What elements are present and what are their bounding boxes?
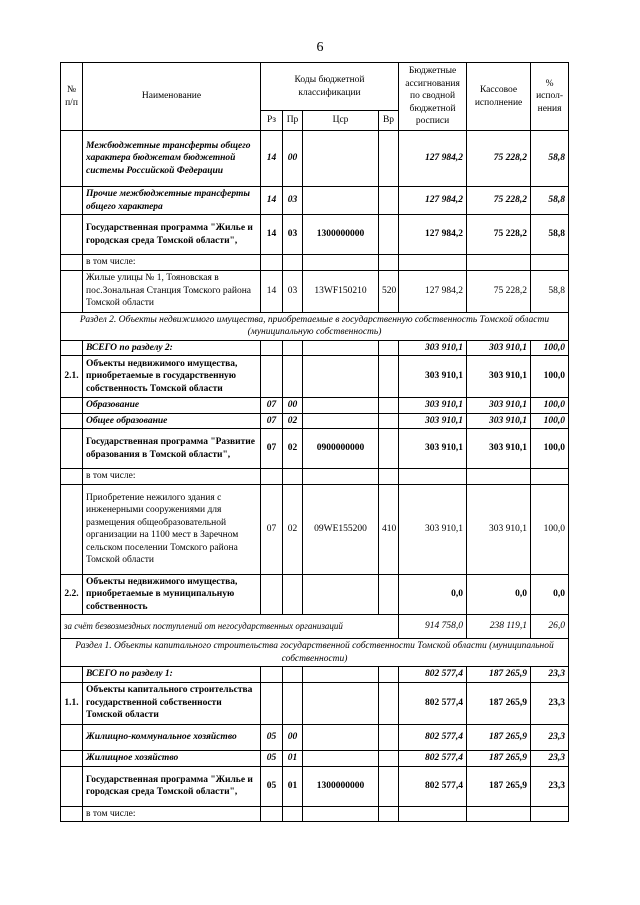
row-vr: 520 [379,270,399,312]
page-number: 6 [316,40,324,55]
row-percent: 23,3 [531,750,569,766]
row-percent: 100,0 [531,340,569,356]
row-vr: 410 [379,484,399,574]
table-row [61,667,569,683]
row-rz: 07 [261,398,283,414]
row-num: 2.2. [61,574,83,615]
table-row [61,766,569,806]
table-row [61,682,569,724]
section-row [61,639,569,667]
row-csr: 09WE155200 [303,484,379,574]
row-pr: 03 [283,215,303,255]
row-percent: 58,8 [531,270,569,312]
row-budget: 303 910,1 [399,398,467,414]
row-cash: 187 265,9 [467,724,531,750]
row-rz: 07 [261,413,283,429]
row-name: Объекты капитального строительства государственной собственности Томской области [83,682,261,724]
header-percent: % испол-нения [531,63,569,131]
row-budget: 802 577,4 [399,667,467,683]
row-name: Образование [83,398,261,414]
row-cash: 303 910,1 [467,398,531,414]
table-row [61,270,569,312]
row-num: 2.1. [61,356,83,398]
row-budget: 127 984,2 [399,215,467,255]
row-csr: 1300000000 [303,215,379,255]
row-percent: 100,0 [531,356,569,398]
row-budget: 303 910,1 [399,413,467,429]
row-pr: 02 [283,484,303,574]
row-rz: 05 [261,724,283,750]
row-percent: 23,3 [531,766,569,806]
row-name: Государственная программа "Жилье и городская среда Томской области", [83,766,261,806]
row-rz: 14 [261,215,283,255]
row-percent: 58,8 [531,215,569,255]
row-name: в том числе: [83,255,261,271]
row-name: Общее образование [83,413,261,429]
row-cash: 75 228,2 [467,187,531,215]
row-pr: 00 [283,398,303,414]
row-cash: 187 265,9 [467,766,531,806]
row-name: в том числе: [83,806,261,822]
budget-table [60,62,569,822]
header-pr: Пр [283,111,303,131]
row-cash: 303 910,1 [467,429,531,469]
row-rz: 07 [261,429,283,469]
row-csr: 1300000000 [303,766,379,806]
row-rz: 07 [261,484,283,574]
row-percent: 100,0 [531,413,569,429]
row-pr: 02 [283,413,303,429]
row-rz: 14 [261,187,283,215]
row-name: Жилищно-коммунальное хозяйство [83,724,261,750]
row-cash: 303 910,1 [467,484,531,574]
row-name: Прочие межбюджетные трансферты общего характера [83,187,261,215]
row-budget: 802 577,4 [399,724,467,750]
row-cash: 75 228,2 [467,215,531,255]
header-cash: Кассовое исполнение [467,63,531,131]
row-budget: 802 577,4 [399,766,467,806]
table-row [61,484,569,574]
row-rz: 14 [261,270,283,312]
table-row [61,131,569,187]
row-name: в том числе: [83,469,261,485]
row-pr: 01 [283,766,303,806]
header-rz: Рз [261,111,283,131]
row-cash: 303 910,1 [467,356,531,398]
row-cash: 238 119,1 [467,615,531,639]
table-row [61,574,569,615]
header-num: № п/п [61,63,83,131]
row-budget: 0,0 [399,574,467,615]
row-percent: 23,3 [531,682,569,724]
row-rz: 05 [261,750,283,766]
row-budget: 802 577,4 [399,682,467,724]
row-cash: 75 228,2 [467,131,531,187]
row-cash: 303 910,1 [467,340,531,356]
row-name: за счёт безвозмездных поступлений от негосударственных организаций [61,615,399,639]
table-row [61,187,569,215]
table-row [61,356,569,398]
row-cash: 187 265,9 [467,750,531,766]
row-budget: 127 984,2 [399,270,467,312]
row-name: Государственная программа "Жилье и городская среда Томской области", [83,215,261,255]
row-name: Объекты недвижимого имущества, приобретаемые в государственную собственность Томской области [83,356,261,398]
row-pr: 03 [283,270,303,312]
row-name: Объекты недвижимого имущества, приобретаемые в муниципальную собственность [83,574,261,615]
row-csr: 13WF150210 [303,270,379,312]
row-budget: 914 758,0 [399,615,467,639]
section-row [61,312,569,340]
row-rz: 14 [261,131,283,187]
row-pr: 01 [283,750,303,766]
row-percent: 23,3 [531,724,569,750]
table-row [61,215,569,255]
row-pr: 03 [283,187,303,215]
header-csr: Цср [303,111,379,131]
row-name: Приобретение нежилого здания с инженерными сооружениями для размещения общеобразовательной организации на 1100 мест в Заречном сельском поселении Томского района Томской области [83,484,261,574]
row-rz: 05 [261,766,283,806]
table-row [61,615,569,639]
row-budget: 127 984,2 [399,131,467,187]
row-percent: 100,0 [531,398,569,414]
row-cash: 187 265,9 [467,667,531,683]
row-budget: 127 984,2 [399,187,467,215]
row-name: Жилые улицы № 1, Тояновская в пос.Зональная Станция Томского района Томской области [83,270,261,312]
table-row [61,255,569,271]
row-name: ВСЕГО по разделу 2: [83,340,261,356]
row-num: 1.1. [61,682,83,724]
row-percent: 58,8 [531,131,569,187]
table-row [61,724,569,750]
row-budget: 303 910,1 [399,484,467,574]
row-percent: 23,3 [531,667,569,683]
row-cash: 0,0 [467,574,531,615]
table-row [61,413,569,429]
row-name: Межбюджетные трансферты общего характера бюджетам бюджетной системы Российской Федерации [83,131,261,187]
row-pr: 00 [283,131,303,187]
row-percent: 100,0 [531,429,569,469]
section-title: Раздел 1. Объекты капитального строительства государственной собственности Томской области (муниципальной собственности) [61,639,569,667]
table-row [61,750,569,766]
row-percent: 58,8 [531,187,569,215]
row-name: Жилищное хозяйство [83,750,261,766]
row-csr: 0900000000 [303,429,379,469]
header-budget: Бюджетные ассигнования по сводной бюджетной росписи [399,63,467,131]
row-pr: 02 [283,429,303,469]
header-vr: Вр [379,111,399,131]
table-row [61,398,569,414]
table-row [61,469,569,485]
row-percent: 0,0 [531,574,569,615]
row-name: ВСЕГО по разделу 1: [83,667,261,683]
table-row [61,429,569,469]
section-title: Раздел 2. Объекты недвижимого имущества, приобретаемые в государственную собственность Томской области (муниципальную собственность) [61,312,569,340]
row-cash: 75 228,2 [467,270,531,312]
row-percent: 100,0 [531,484,569,574]
row-budget: 802 577,4 [399,750,467,766]
row-cash: 187 265,9 [467,682,531,724]
row-cash: 303 910,1 [467,413,531,429]
row-budget: 303 910,1 [399,356,467,398]
row-budget: 303 910,1 [399,340,467,356]
header-codes: Коды бюджетной классификации [261,63,399,111]
table-row [61,806,569,822]
row-budget: 303 910,1 [399,429,467,469]
row-pr: 00 [283,724,303,750]
row-name: Государственная программа "Развитие образования в Томской области", [83,429,261,469]
header-name: Наименование [83,63,261,131]
row-percent: 26,0 [531,615,569,639]
table-row [61,340,569,356]
